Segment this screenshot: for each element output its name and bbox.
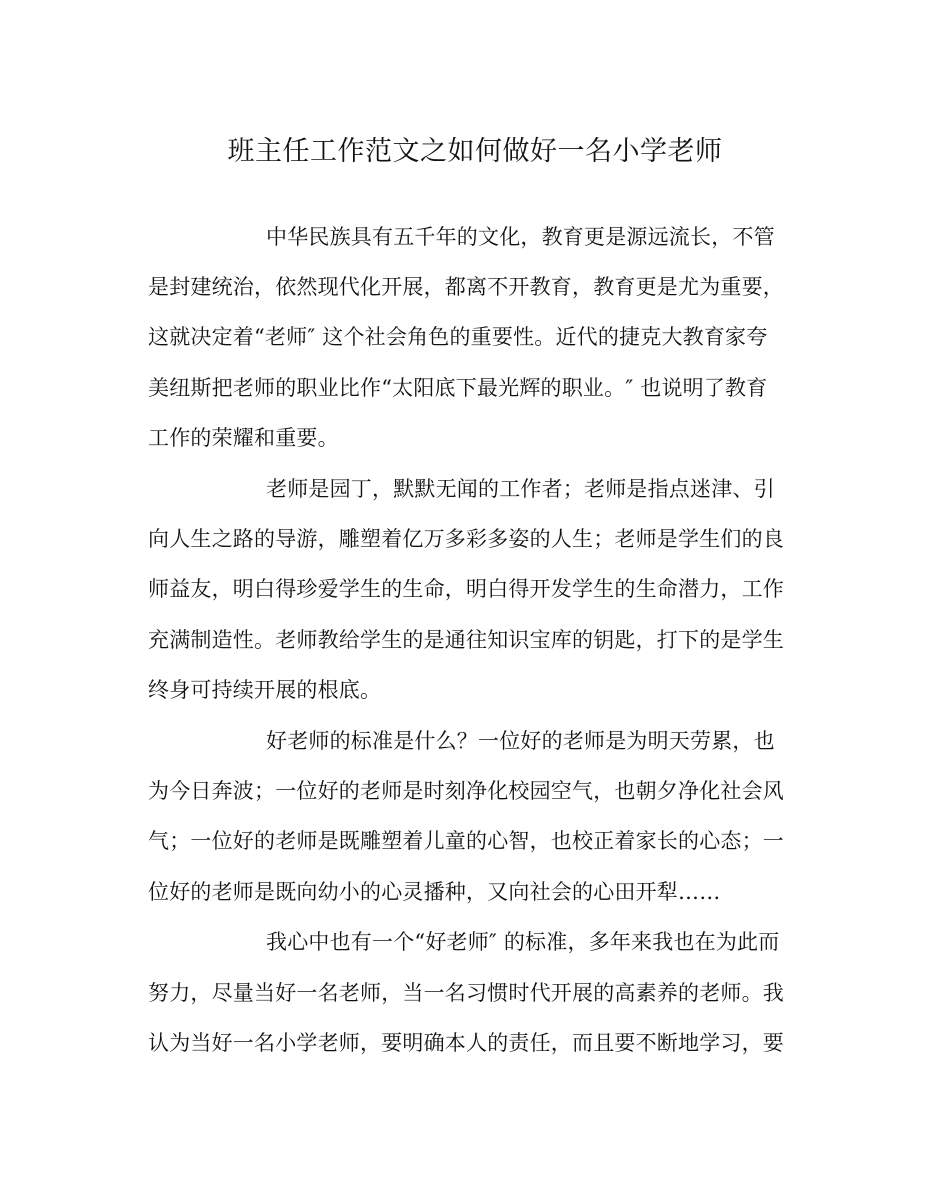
text-line: 气；一位好的老师是既雕塑着儿童的心智，也校正着家长的心态；一 [148,829,784,853]
document-title: 班主任工作范文之如何做好一名小学老师 [227,136,723,167]
text-line: 美纽斯把老师的职业比作“太阳底下最光辉的职业。″ 也说明了教育 [148,376,768,400]
text-line: 这就决定着“老师″ 这个社会角色的重要性。近代的捷克大教育家夸 [148,325,768,349]
text-line: 老师是园丁，默默无闻的工作者；老师是指点迷津、引 [266,477,775,501]
text-line: 中华民族具有五千年的文化，教育更是源远流长，不管 [266,225,775,249]
text-line: 努力，尽量当好一名老师，当一名习惯时代开展的高素养的老师。我 [148,981,784,1005]
text-line: 好老师的标准是什么？一位好的老师是为明天劳累，也 [266,729,775,753]
text-line: 为今日奔波；一位好的老师是时刻净化校园空气，也朝夕净化社会风 [148,779,784,803]
text-line: 师益友，明白得珍爱学生的生命，明白得开发学生的生命潜力，工作 [148,577,784,601]
text-line: 位好的老师是既向幼小的心灵播种，又向社会的心田开犁…… [148,880,721,904]
text-line: 认为当好一名小学老师，要明确本人的责任，而且要不断地学习，要 [148,1031,784,1055]
text-line: 充满制造性。老师教给学生的是通往知识宝库的钥匙，打下的是学生 [148,628,784,652]
text-line: 是封建统治，依然现代化开展，都离不开教育，教育更是尤为重要， [148,275,784,299]
text-line: 工作的荣耀和重要。 [148,426,339,450]
text-line: 我心中也有一个“好老师″ 的标准，多年来我也在为此而 [266,930,780,954]
text-line: 向人生之路的导游，雕塑着亿万多彩多姿的人生；老师是学生们的良 [148,527,784,551]
text-line: 终身可持续开展的根底。 [148,678,382,702]
